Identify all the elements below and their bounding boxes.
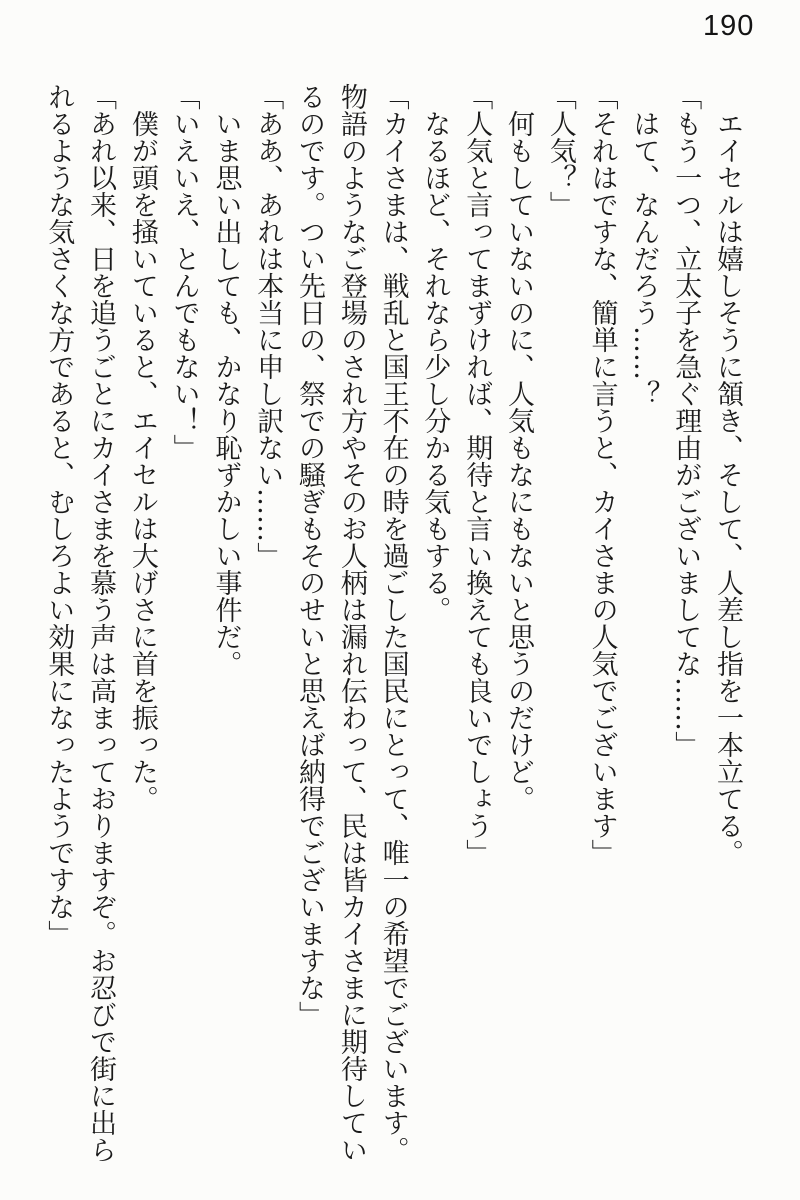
- text-column: 「ああ、あれは本当に申し訳ない……」: [252, 83, 284, 569]
- text-column: 何もしていないのに、人気もなにもないと思うのだけど。: [503, 83, 535, 812]
- text-column: 僕が頭を掻いていると、エイセルは大げさに首を振った。: [126, 83, 158, 812]
- text-column: 「カイさまは、戦乱と国王不在の時を過ごした国民にとって、唯一の希望でございます。: [377, 83, 409, 1163]
- text-column: 「人気？」: [544, 83, 576, 218]
- text-column: 「それはですな、簡単に言うと、カイさまの人気でございます」: [586, 83, 618, 866]
- text-column: なるほど、それなら少し分かる気もする。: [419, 83, 451, 623]
- text-column: いま思い出しても、かなり恥ずかしい事件だ。: [210, 83, 242, 677]
- text-column: はて、なんだろう……？: [628, 83, 660, 407]
- text-column: 「あれ以来、日を追うごとにカイさまを慕う声は高まっておりますぞ。お忍びで街に出ら: [85, 83, 117, 1163]
- text-column: エイセルは嬉しそうに頷き、そして、人差し指を一本立てる。: [712, 83, 743, 866]
- text-column: るのです。つい先日の、祭での騒ぎもそのせいと思えば納得でございますな」: [294, 83, 326, 1028]
- text-column: 物語のようなご登場のされ方やそのお人柄は漏れ伝わって、民は皆カイさまに期待してい: [335, 83, 367, 1163]
- page-number: 190: [703, 10, 755, 42]
- text-column: 「いえいえ、とんでもない！」: [168, 83, 200, 461]
- vertical-text-block: [37, 83, 748, 1169]
- text-column: れるような気さくな方であると、むしろよい効果になったようですな」: [43, 83, 75, 947]
- text-column: 「人気と言ってまずければ、期待と言い換えても良いでしょう」: [461, 83, 493, 866]
- text-column: 「もう一つ、立太子を急ぐ理由がございましてな……」: [670, 83, 702, 758]
